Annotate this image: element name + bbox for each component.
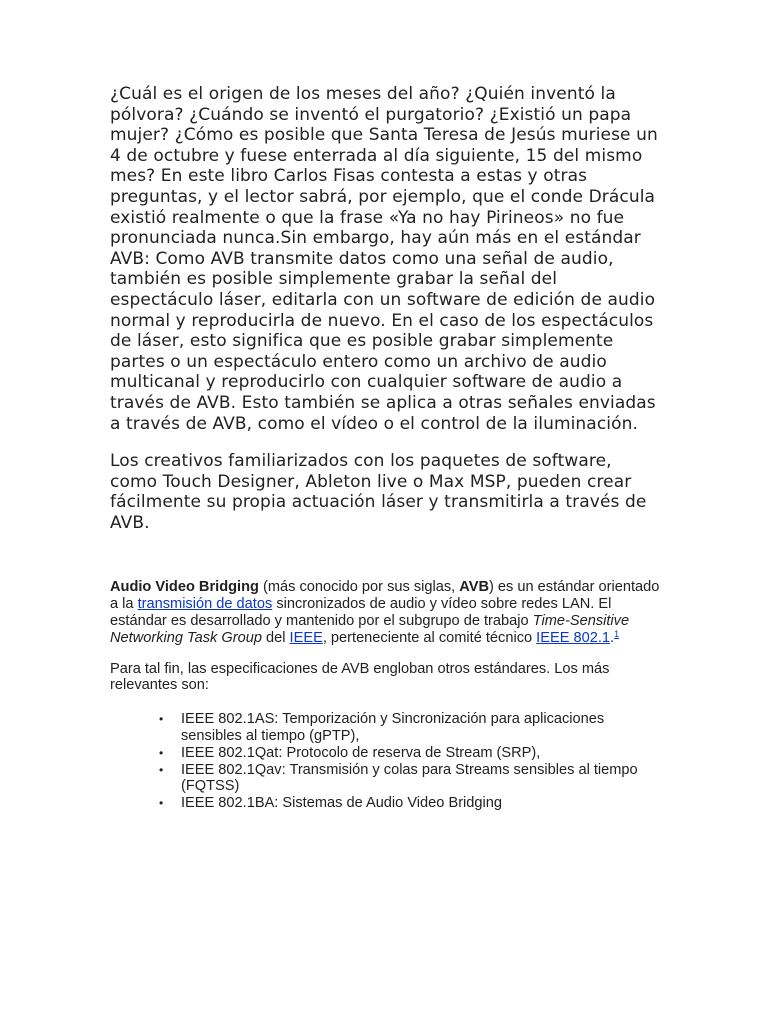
list-item-text: IEEE 802.1Qav: Transmisión y colas para Streams sensibles al tiempo (FQTSS) [181, 761, 638, 795]
bullet-icon: • [159, 762, 164, 777]
list-item [159, 711, 660, 745]
creatives-paragraph: Los creativos familiarizados con los paquetes de software, como Touch Designer, Ableton live o Max MSP, pueden crear fácilmente su propia actuación láser y transmitirla a través de AVB. [110, 451, 647, 533]
avb-acronym: AVB [459, 579, 489, 596]
avb-definition-paragraph [110, 579, 660, 646]
list-item-text: IEEE 802.1BA: Sistemas de Audio Video Bridging [181, 795, 502, 812]
bullet-icon: • [159, 745, 164, 760]
bullet-icon: • [159, 796, 164, 811]
standards-list [110, 711, 660, 812]
list-item [159, 744, 660, 762]
section-spacer [110, 533, 660, 579]
list-item-text: IEEE 802.1AS: Temporización y Sincronización para aplicaciones sensibles al tiempo (gPTP), [181, 711, 605, 745]
link-ieee-8021[interactable]: IEEE 802.1 [536, 629, 611, 646]
bullet-icon: • [159, 712, 164, 727]
avb-text-4: del [261, 629, 290, 646]
list-item [159, 761, 660, 796]
group-name: Time-Sensitive Networking Task Group [110, 613, 630, 646]
document-page [110, 84, 660, 812]
avb-text-3: sincronizados de audio y vídeo sobre redes LAN. El estándar es desarrollado y mantenido por el subgrupo de trabajo [110, 596, 612, 630]
intro-paragraph: ¿Cuál es el origen de los meses del año? ¿Quién inventó la pólvora? ¿Cuándo se inventó el purgatorio? ¿Existió un papa mujer? ¿Cómo es posible que Santa Teresa de Jesús muriese un 4 de octubre y fuese enterrada al día siguiente, 15 del mismo mes? En este libro Carlos Fisas contesta a estas y otras preguntas, y el lector sabrá, por ejemplo, que el conde Drácula existió realmente o que la frase «Ya no hay Pirineos» no fue pronunciada nunca.Sin embargo, hay aún más en el estándar AVB: Como AVB transmite datos como una señal de audio, también es posible simplemente grabar la señal del espectáculo láser, editarla con un software de edición de audio normal y reproducirla de nuevo. En el caso de los espectáculos de láser, esto significa que es posible grabar simplemente partes o un espectáculo entero como un archivo de audio multicanal y reproducirlo con cualquier software de audio a través de AVB. Esto también se aplica a otras señales enviadas a través de AVB, como el vídeo o el control de la iluminación. [110, 84, 658, 434]
footnote-link[interactable]: 1 [614, 628, 620, 639]
avb-text-1: (más conocido por sus siglas, [258, 579, 460, 596]
link-ieee[interactable]: IEEE [289, 629, 323, 646]
avb-text-5: , perteneciente al comité técnico [322, 629, 537, 646]
avb-term: Audio Video Bridging [110, 579, 259, 596]
list-item [159, 795, 660, 812]
avb-text-6: . [610, 629, 615, 646]
standards-intro-paragraph: Para tal fin, las especificaciones de AVB engloban otros estándares. Los más relevantes son: [110, 660, 610, 694]
list-item-text: IEEE 802.1Qat: Protocolo de reserva de Stream (SRP), [181, 744, 541, 761]
link-data-transmission[interactable]: transmisión de datos [137, 596, 273, 613]
avb-text-2: ) es un estándar orientado a la [110, 579, 660, 613]
